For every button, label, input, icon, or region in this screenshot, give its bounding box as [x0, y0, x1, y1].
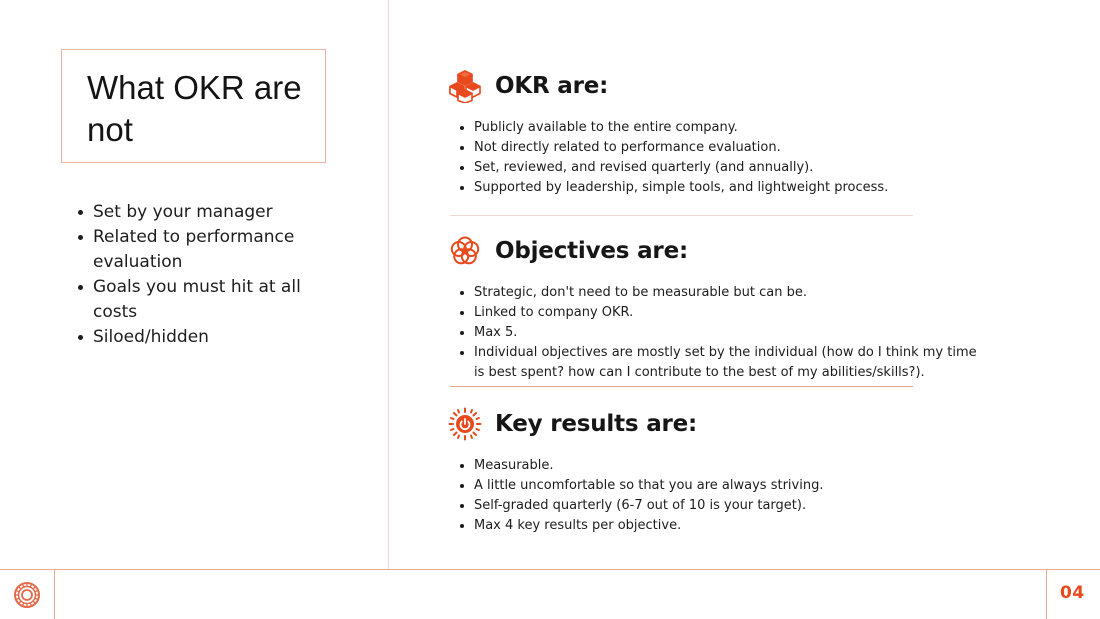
section-key-results-list	[458, 456, 1008, 536]
section-key-results	[448, 406, 1008, 536]
ring-logo-icon	[13, 581, 41, 609]
slide-title: What OKR are not	[87, 69, 302, 148]
list-item: Individual objectives are mostly set by the individual (how do I think my time is best spent? how can I contribute to the best of my abilities/skills?).	[458, 343, 978, 383]
list-item: A little uncomfortable so that you are always striving.	[458, 476, 1008, 496]
section-key-results-header	[448, 406, 1008, 442]
section-divider	[450, 215, 913, 216]
footer-left-divider	[54, 570, 55, 619]
section-objectives	[448, 233, 1008, 383]
not-list-item: Set by your manager	[75, 200, 325, 225]
section-okr-heading: OKR are:	[495, 73, 609, 99]
section-objectives-heading: Objectives are:	[495, 238, 688, 264]
list-item: Supported by leadership, simple tools, and lightweight process.	[458, 178, 1008, 198]
list-item: Self-graded quarterly (6-7 out of 10 is your target).	[458, 496, 1008, 516]
list-item: Set, reviewed, and revised quarterly (and annually).	[458, 158, 1008, 178]
not-list-item: Goals you must hit at all costs	[75, 275, 325, 325]
list-item: Strategic, don't need to be measurable but can be.	[458, 283, 1008, 303]
title-box	[61, 49, 326, 163]
section-divider	[450, 386, 913, 387]
vertical-divider	[388, 0, 389, 569]
list-item: Measurable.	[458, 456, 1008, 476]
section-okr	[448, 68, 1008, 198]
list-item: Max 4 key results per objective.	[458, 516, 1008, 536]
not-list-item: Siloed/hidden	[75, 325, 325, 350]
section-okr-list	[458, 118, 1008, 198]
not-list	[75, 200, 325, 350]
sun-power-icon	[448, 407, 482, 441]
list-item: Linked to company OKR.	[458, 303, 1008, 323]
cubes-icon	[448, 69, 482, 103]
not-list-item: Related to performance evaluation	[75, 225, 325, 275]
list-item: Max 5.	[458, 323, 1008, 343]
section-objectives-header	[448, 233, 1008, 269]
page-number: 04	[1060, 583, 1085, 603]
section-key-results-heading: Key results are:	[495, 411, 698, 437]
list-item: Publicly available to the entire company.	[458, 118, 1008, 138]
footer-right-divider	[1046, 570, 1047, 619]
section-okr-header	[448, 68, 1008, 104]
flower-of-life-icon	[448, 234, 482, 268]
footer-divider	[0, 569, 1100, 570]
list-item: Not directly related to performance evaluation.	[458, 138, 1008, 158]
section-objectives-list	[458, 283, 1008, 383]
